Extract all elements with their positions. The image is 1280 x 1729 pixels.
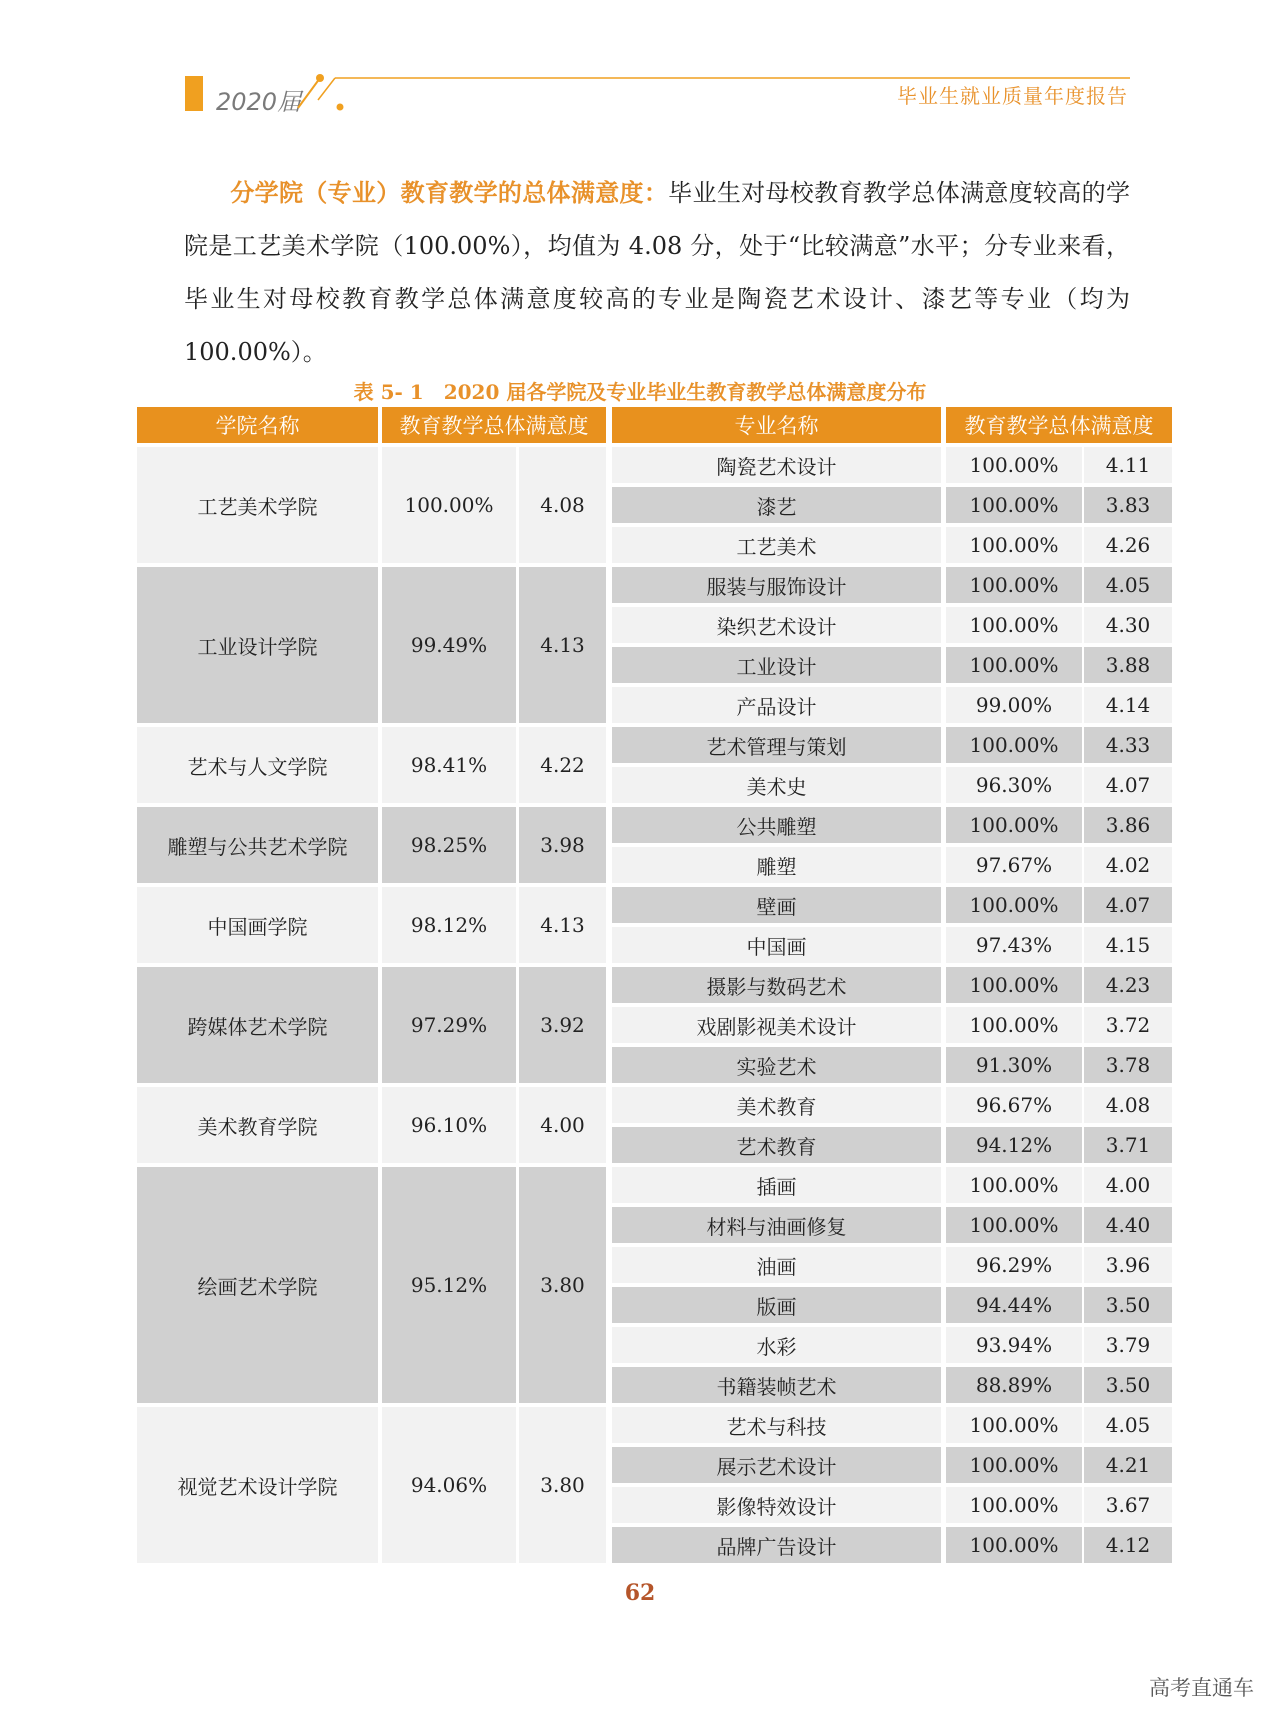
table-header-cell: 学院名称	[137, 407, 378, 443]
college-name-cell: 跨媒体艺术学院	[137, 967, 378, 1083]
major-name-cell: 水彩	[612, 1327, 941, 1363]
major-name-cell: 工艺美术	[612, 527, 941, 563]
major-rate-cell: 91.30%	[946, 1047, 1082, 1083]
major-rate-cell: 100.00%	[946, 1207, 1082, 1243]
header-accent-bar	[185, 76, 203, 111]
college-mean-cell: 4.08	[519, 447, 606, 563]
college-mean-cell: 4.00	[519, 1087, 606, 1163]
major-name-cell: 品牌广告设计	[612, 1527, 941, 1563]
college-name-cell: 绘画艺术学院	[137, 1167, 378, 1403]
major-name-cell: 公共雕塑	[612, 807, 941, 843]
major-mean-cell: 4.23	[1084, 967, 1172, 1003]
major-mean-cell: 4.11	[1084, 447, 1172, 483]
major-mean-cell: 4.07	[1084, 887, 1172, 923]
major-name-cell: 艺术教育	[612, 1127, 941, 1163]
major-mean-cell: 3.86	[1084, 807, 1172, 843]
major-rate-cell: 100.00%	[946, 647, 1082, 683]
table-header-cell: 教育教学总体满意度	[382, 407, 606, 443]
college-name-cell: 工业设计学院	[137, 567, 378, 723]
major-name-cell: 产品设计	[612, 687, 941, 723]
major-name-cell: 服装与服饰设计	[612, 567, 941, 603]
college-rate-cell: 98.25%	[382, 807, 516, 883]
major-name-cell: 材料与油画修复	[612, 1207, 941, 1243]
major-mean-cell: 4.05	[1084, 1407, 1172, 1443]
major-mean-cell: 3.88	[1084, 647, 1172, 683]
major-mean-cell: 4.15	[1084, 927, 1172, 963]
college-mean-cell: 4.13	[519, 887, 606, 963]
major-rate-cell: 100.00%	[946, 967, 1082, 1003]
header-year-label: 2020届	[216, 88, 302, 116]
major-mean-cell: 4.07	[1084, 767, 1172, 803]
major-name-cell: 美术教育	[612, 1087, 941, 1123]
major-name-cell: 艺术与科技	[612, 1407, 941, 1443]
major-rate-cell: 97.43%	[946, 927, 1082, 963]
major-rate-cell: 100.00%	[946, 487, 1082, 523]
major-rate-cell: 100.00%	[946, 1167, 1082, 1203]
major-mean-cell: 3.78	[1084, 1047, 1172, 1083]
major-rate-cell: 100.00%	[946, 1527, 1082, 1563]
major-rate-cell: 100.00%	[946, 527, 1082, 563]
major-name-cell: 艺术管理与策划	[612, 727, 941, 763]
major-mean-cell: 4.21	[1084, 1447, 1172, 1483]
college-mean-cell: 4.22	[519, 727, 606, 803]
header-report-title: 毕业生就业质量年度报告	[897, 84, 1128, 108]
college-name-cell: 艺术与人文学院	[137, 727, 378, 803]
major-mean-cell: 4.30	[1084, 607, 1172, 643]
major-name-cell: 摄影与数码艺术	[612, 967, 941, 1003]
intro-body: 毕业生对母校教育教学总体满意度较高的学院是工艺美术学院（100.00%），均值为 4.08 分，处于“比较满意”水平；分专业来看，毕业生对母校教育教学总体满意度较高的专业是陶瓷艺术设计、漆艺等专业（均为 100.00%）。	[184, 179, 1131, 366]
major-rate-cell: 100.00%	[946, 1407, 1082, 1443]
major-name-cell: 中国画	[612, 927, 941, 963]
major-mean-cell: 4.00	[1084, 1167, 1172, 1203]
college-name-cell: 工艺美术学院	[137, 447, 378, 563]
major-mean-cell: 4.05	[1084, 567, 1172, 603]
major-name-cell: 雕塑	[612, 847, 941, 883]
major-name-cell: 版画	[612, 1287, 941, 1323]
major-mean-cell: 3.50	[1084, 1367, 1172, 1403]
major-mean-cell: 3.71	[1084, 1127, 1172, 1163]
major-rate-cell: 100.00%	[946, 1447, 1082, 1483]
major-rate-cell: 94.44%	[946, 1287, 1082, 1323]
major-mean-cell: 4.12	[1084, 1527, 1172, 1563]
major-mean-cell: 3.50	[1084, 1287, 1172, 1323]
college-rate-cell: 94.06%	[382, 1407, 516, 1563]
college-name-cell: 视觉艺术设计学院	[137, 1407, 378, 1563]
major-rate-cell: 100.00%	[946, 887, 1082, 923]
major-rate-cell: 100.00%	[946, 567, 1082, 603]
major-rate-cell: 100.00%	[946, 447, 1082, 483]
major-mean-cell: 3.67	[1084, 1487, 1172, 1523]
major-rate-cell: 100.00%	[946, 1487, 1082, 1523]
college-name-cell: 中国画学院	[137, 887, 378, 963]
major-rate-cell: 97.67%	[946, 847, 1082, 883]
intro-lead: 分学院（专业）教育教学的总体满意度：	[230, 178, 669, 207]
major-name-cell: 壁画	[612, 887, 941, 923]
major-rate-cell: 100.00%	[946, 607, 1082, 643]
major-rate-cell: 100.00%	[946, 1007, 1082, 1043]
college-name-cell: 美术教育学院	[137, 1087, 378, 1163]
major-name-cell: 展示艺术设计	[612, 1447, 941, 1483]
major-mean-cell: 4.26	[1084, 527, 1172, 563]
major-rate-cell: 96.67%	[946, 1087, 1082, 1123]
major-rate-cell: 99.00%	[946, 687, 1082, 723]
major-name-cell: 油画	[612, 1247, 941, 1283]
college-rate-cell: 98.41%	[382, 727, 516, 803]
table-header-cell: 教育教学总体满意度	[946, 407, 1172, 443]
major-mean-cell: 4.08	[1084, 1087, 1172, 1123]
college-rate-cell: 99.49%	[382, 567, 516, 723]
table-header-cell: 专业名称	[612, 407, 941, 443]
college-mean-cell: 3.80	[519, 1167, 606, 1403]
table-caption: 表 5- 1 2020 届各学院及专业毕业生教育教学总体满意度分布	[353, 380, 927, 404]
college-mean-cell: 3.80	[519, 1407, 606, 1563]
major-name-cell: 书籍装帧艺术	[612, 1367, 941, 1403]
major-name-cell: 影像特效设计	[612, 1487, 941, 1523]
major-name-cell: 插画	[612, 1167, 941, 1203]
major-name-cell: 戏剧影视美术设计	[612, 1007, 941, 1043]
college-mean-cell: 3.98	[519, 807, 606, 883]
major-mean-cell: 3.72	[1084, 1007, 1172, 1043]
major-name-cell: 漆艺	[612, 487, 941, 523]
major-name-cell: 美术史	[612, 767, 941, 803]
major-rate-cell: 93.94%	[946, 1327, 1082, 1363]
major-mean-cell: 4.02	[1084, 847, 1172, 883]
major-mean-cell: 3.96	[1084, 1247, 1172, 1283]
major-name-cell: 染织艺术设计	[612, 607, 941, 643]
college-rate-cell: 96.10%	[382, 1087, 516, 1163]
major-rate-cell: 94.12%	[946, 1127, 1082, 1163]
page-number: 62	[624, 1580, 656, 1606]
major-mean-cell: 4.40	[1084, 1207, 1172, 1243]
college-mean-cell: 3.92	[519, 967, 606, 1083]
major-rate-cell: 96.30%	[946, 767, 1082, 803]
major-name-cell: 实验艺术	[612, 1047, 941, 1083]
major-name-cell: 工业设计	[612, 647, 941, 683]
major-mean-cell: 4.33	[1084, 727, 1172, 763]
major-rate-cell: 88.89%	[946, 1367, 1082, 1403]
major-rate-cell: 100.00%	[946, 807, 1082, 843]
intro-paragraph	[184, 166, 1130, 379]
major-mean-cell: 4.14	[1084, 687, 1172, 723]
major-rate-cell: 100.00%	[946, 727, 1082, 763]
major-mean-cell: 3.79	[1084, 1327, 1172, 1363]
college-rate-cell: 95.12%	[382, 1167, 516, 1403]
college-mean-cell: 4.13	[519, 567, 606, 723]
major-rate-cell: 96.29%	[946, 1247, 1082, 1283]
college-rate-cell: 97.29%	[382, 967, 516, 1083]
major-name-cell: 陶瓷艺术设计	[612, 447, 941, 483]
college-rate-cell: 100.00%	[382, 447, 516, 563]
college-rate-cell: 98.12%	[382, 887, 516, 963]
major-mean-cell: 3.83	[1084, 487, 1172, 523]
watermark: 高考直通车	[1149, 1676, 1254, 1700]
college-name-cell: 雕塑与公共艺术学院	[137, 807, 378, 883]
